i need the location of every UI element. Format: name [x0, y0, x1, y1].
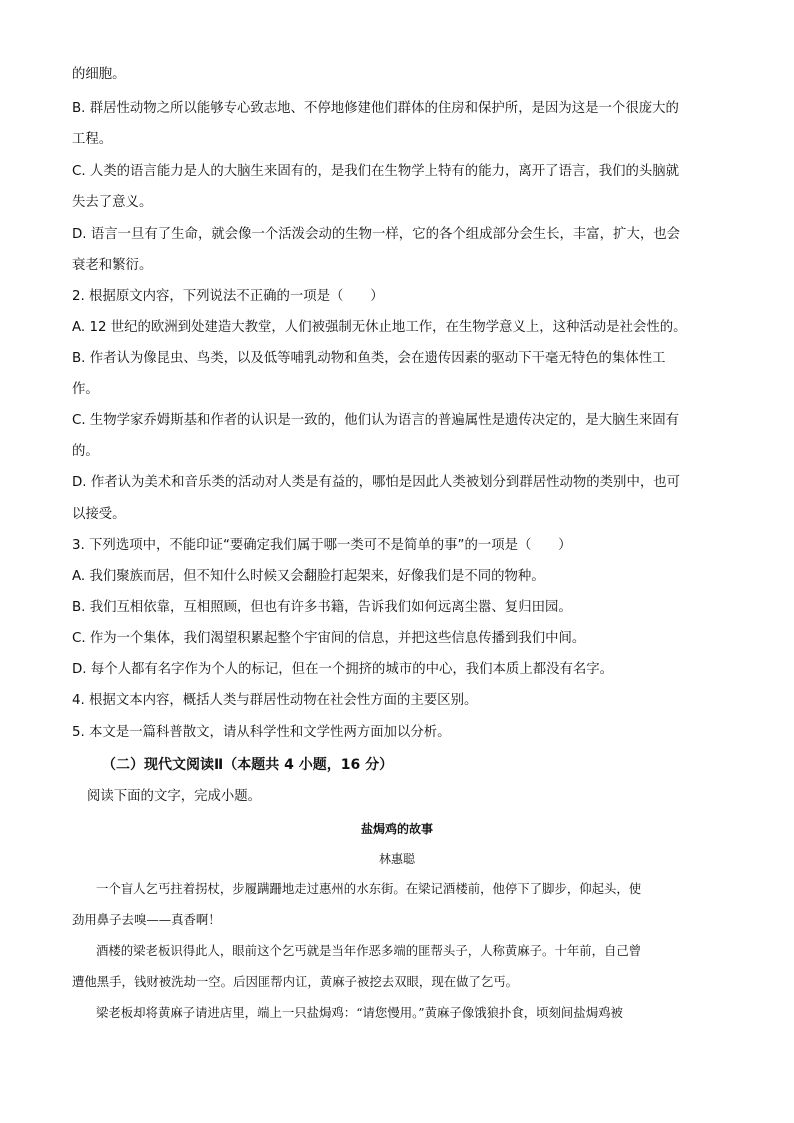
- question-3: 3. 下列选项中，不能印证“要确定我们属于哪一类可不是简单的事”的一项是（ ）: [72, 538, 572, 553]
- instruction: 阅读下面的文字，完成小题。: [87, 789, 262, 804]
- q2-option-a: A. 12 世纪的欧洲到处建造大教堂，人们被强制无休止地工作，在生物学意义上，这种活动是社会性的。: [72, 320, 687, 335]
- story-paragraph-line: 劲用鼻子去嗅——真香啊！: [72, 912, 221, 927]
- q3-option-d: D. 每个人都有名字作为个人的标记，但在一个拥挤的城市的中心，我们本质上都没有名字。: [72, 662, 614, 677]
- q2-option-d: D. 作者认为美术和音乐类的活动对人类是有益的，哪怕是因此人类被划分到群居性动物的类别中，也可: [72, 475, 681, 490]
- text-line: 的细胞。: [72, 67, 126, 82]
- story-paragraph-line: 酒楼的梁老板识得此人，眼前这个乞丐就是当年作恶多端的匪帮头子，人称黄麻子。十年前，自己曾: [96, 943, 642, 958]
- text-line: 的。: [72, 444, 99, 459]
- text-line: 衰老和繁衍。: [72, 258, 153, 273]
- text-line: 作。: [72, 382, 99, 397]
- option-c-line: C. 人类的语言能力是人的大脑生来固有的，是我们在生物学上特有的能力，离开了语言，我们的头脑就: [72, 164, 680, 179]
- text-line: 工程。: [72, 132, 113, 147]
- story-paragraph-line: 梁老板却将黄麻子请进店里，端上一只盐焗鸡：“请您慢用。”黄麻子像饿狼扑食，顷刻间盐焗鸡被: [96, 1005, 623, 1020]
- story-paragraph-line: 遭他黑手，钱财被洗劫一空。后因匪帮内讧，黄麻子被挖去双眼，现在做了乞丐。: [72, 974, 519, 989]
- option-b-line: B. 群居性动物之所以能够专心致志地、不停地修建他们群体的住房和保护所，是因为这是一个很庞大的: [72, 101, 679, 116]
- story-title: 盐焗鸡的故事: [360, 822, 433, 836]
- q3-option-c: C. 作为一个集体，我们渴望积累起整个宇宙间的信息，并把这些信息传播到我们中间。: [72, 631, 586, 646]
- q3-option-a: A. 我们聚族而居，但不知什么时候又会翻脸打起架来，好像我们是不同的物种。: [72, 569, 545, 584]
- q3-option-b: B. 我们互相依靠，互相照顾，但也有许多书籍，告诉我们如何远离尘嚣、复归田园。: [72, 600, 572, 615]
- question-4: 4. 根据文本内容，概括人类与群居性动物在社会性方面的主要区别。: [72, 693, 478, 708]
- option-d-line: D. 语言一旦有了生命，就会像一个活泼会动的生物一样，它的各个组成部分会生长，丰富，扩大，也会: [72, 227, 681, 242]
- story-paragraph-line: 一个盲人乞丐拄着拐杖，步履蹒跚地走过惠州的水东街。在梁记酒楼前，他停下了脚步，仰起头，使: [96, 881, 642, 896]
- section-heading: （二）现代文阅读Ⅱ（本题共 4 小题，16 分）: [102, 757, 394, 773]
- text-line: 失去了意义。: [72, 195, 153, 210]
- q2-option-b: B. 作者认为像昆虫、鸟类，以及低等哺乳动物和鱼类，会在遗传因素的驱动下干毫无特色的集体性工: [72, 351, 666, 366]
- text-line: 以接受。: [72, 507, 126, 522]
- question-5: 5. 本文是一篇科普散文，请从科学性和文学性两方面加以分析。: [72, 725, 451, 740]
- story-author: 林惠聪: [378, 852, 415, 866]
- q2-option-c: C. 生物学家乔姆斯基和作者的认识是一致的，他们认为语言的普遍属性是遗传决定的，是大脑生来固有: [72, 413, 680, 428]
- question-2: 2. 根据原文内容，下列说法不正确的一项是（ ）: [72, 289, 384, 304]
